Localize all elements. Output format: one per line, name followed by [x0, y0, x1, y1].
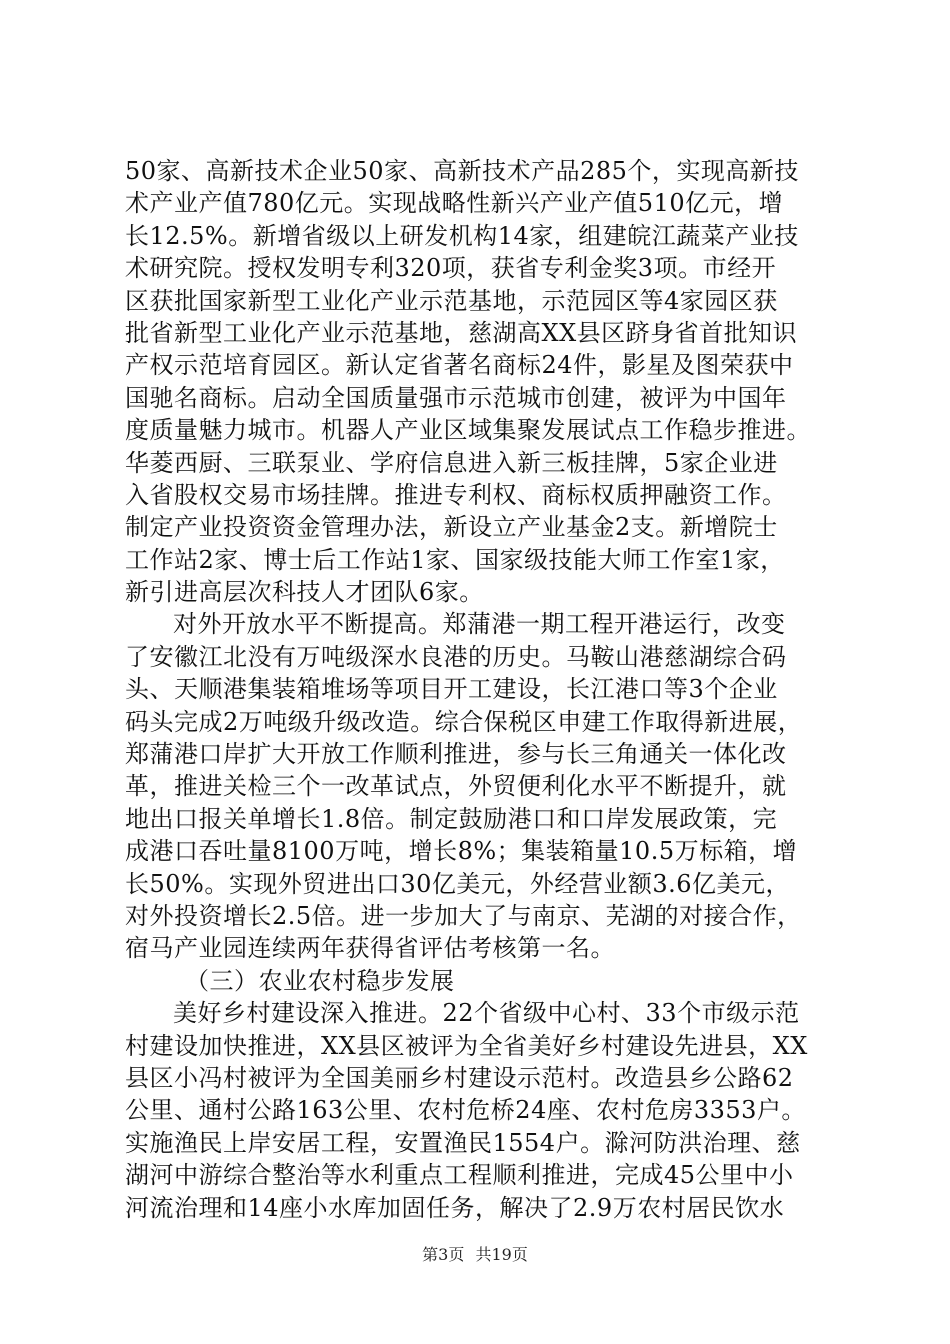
text-line: 长50%。实现外贸进出口30亿美元，外经营业额3.6亿美元， — [125, 869, 791, 898]
text-line: 革，推进关检三个一改革试点，外贸便利化水平不断提升，就 — [125, 772, 787, 801]
text-line: 50家、高新技术企业50家、高新技术产品285个，实现高新技 — [125, 157, 799, 185]
text-line: 对外投资增长2.5倍。进一步加大了与南京、芜湖的对接合作， — [125, 901, 802, 930]
text-line: 宿马产业园连续两年获得省评估考核第一名。 — [125, 934, 615, 963]
text-line: 产权示范培育园区。新认定省著名商标24件，影星及图荣获中 — [125, 351, 794, 380]
page-total: 共19页 — [475, 1245, 528, 1264]
text-line: 国驰名商标。启动全国质量强市示范城市创建，被评为中国年 — [125, 383, 787, 412]
text-line: 头、天顺港集装箱堆场等项目开工建设，长江港口等3个企业 — [125, 675, 778, 704]
text-line: 度质量魅力城市。机器人产业区域集聚发展试点工作稳步推进。 — [125, 416, 811, 445]
text-line: 河流治理和14座小水库加固任务，解决了2.9万农村居民饮水 — [125, 1193, 785, 1222]
document-body — [125, 155, 837, 1224]
text-line: 实施渔民上岸安居工程，安置渔民1554户。滁河防洪治理、慈 — [125, 1128, 801, 1157]
text-line: 郑蒲港口岸扩大开放工作顺利推进，参与长三角通关一体化改 — [125, 740, 787, 769]
text-line: 码头完成2万吨级升级改造。综合保税区申建工作取得新进展， — [125, 707, 803, 736]
text-line: 区获批国家新型工业化产业示范基地，示范园区等4家园区获 — [125, 286, 778, 315]
paragraph-first-line: 对外开放水平不断提高。郑蒲港一期工程开港运行，改变 — [173, 610, 786, 639]
text-line: 了安徽江北没有万吨级深水良港的历史。马鞍山港慈湖综合码 — [125, 642, 787, 671]
text-line: 湖河中游综合整治等水利重点工程顺利推进，完成45公里中小 — [125, 1161, 794, 1190]
text-line: 批省新型工业化产业示范基地，慈湖高XX县区跻身省首批知识 — [125, 318, 798, 347]
text-line: 成港口吞吐量8100万吨，增长8%；集装箱量10.5万标箱，增 — [125, 837, 798, 866]
page-number: 第3页 — [422, 1245, 465, 1264]
text-line: 地出口报关单增长1.8倍。制定鼓励港口和口岸发展政策，完 — [125, 804, 778, 833]
text-line: 术产业产值780亿元。实现战略性新兴产业产值510亿元，增 — [125, 189, 784, 218]
text-line: 入省股权交易市场挂牌。推进专利权、商标权质押融资工作。 — [125, 480, 787, 509]
text-line: 新引进高层次科技人才团队6家。 — [125, 578, 484, 607]
text-line: 制定产业投资资金管理办法，新设立产业基金2支。新增院士 — [125, 513, 778, 542]
text-line: 长12.5%。新增省级以上研发机构14家，组建皖江蔬菜产业技 — [125, 221, 799, 250]
text-line: 华菱西厨、三联泵业、学府信息进入新三板挂牌，5家企业进 — [125, 448, 778, 477]
section-heading: （三）农业农村稳步发展 — [185, 966, 455, 995]
text-line: 工作站2家、博士后工作站1家、国家级技能大师工作室1家， — [125, 545, 785, 574]
text-line: 县区小冯村被评为全国美丽乡村建设示范村。改造县乡公路62 — [125, 1063, 794, 1092]
text-line: 公里、通村公路163公里、农村危桥24座、农村危房3353户。 — [125, 1096, 806, 1125]
text-line: 术研究院。授权发明专利320项，获省专利金奖3项。市经开 — [125, 254, 777, 283]
page-footer — [0, 1244, 950, 1266]
paragraph-first-line: 美好乡村建设深入推进。22个省级中心村、33个市级示范 — [173, 999, 800, 1028]
text-line: 村建设加快推进，XX县区被评为全省美好乡村建设先进县，XX — [125, 1031, 808, 1060]
